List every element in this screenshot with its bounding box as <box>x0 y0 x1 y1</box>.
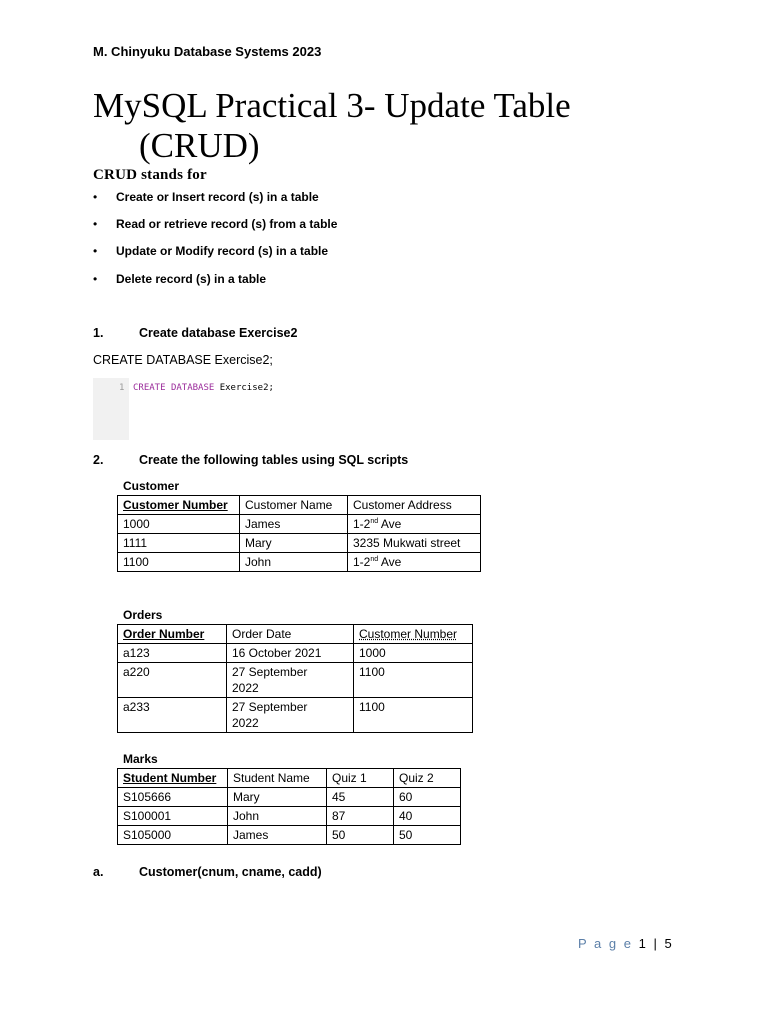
bullet-icon: • <box>93 190 98 204</box>
table-row: S105000 James 50 50 <box>118 826 461 845</box>
bullet-icon: • <box>93 244 98 258</box>
customer-table <box>117 495 481 572</box>
orders-caption: Orders <box>123 608 163 622</box>
table-row: 1100 John 1-2nd Ave <box>118 553 481 572</box>
code-line: CREATE DATABASE Exercise2; <box>133 383 274 393</box>
bullet-icon: • <box>93 217 98 231</box>
table-row: a123 16 October 2021 1000 <box>118 644 473 663</box>
header-cell: Quiz 1 <box>327 769 394 788</box>
header-cell: Quiz 2 <box>394 769 461 788</box>
bullet-icon: • <box>93 272 98 286</box>
marks-table <box>117 768 461 845</box>
header-cell: Order Number <box>118 625 227 644</box>
page-label: P a g e <box>578 936 633 951</box>
page-footer <box>578 936 674 951</box>
table-header-row <box>118 625 473 644</box>
document-header: M. Chinyuku Database Systems 2023 <box>93 44 322 59</box>
subtitle: CRUD stands for <box>93 167 207 183</box>
header-cell: Student Name <box>228 769 327 788</box>
page-title: MySQL Practical 3- Update Table (CRUD) <box>93 86 571 165</box>
page-number: 1 <box>638 936 648 951</box>
line-number: 1 <box>119 383 125 393</box>
header-cell: Order Date <box>227 625 354 644</box>
code-block <box>93 378 453 440</box>
table-row: a233 27 September 2022 1100 <box>118 698 473 733</box>
table-row: 1000 James 1-2nd Ave <box>118 515 481 534</box>
table-header-row <box>118 496 481 515</box>
table-row: 1111 Mary 3235 Mukwati street <box>118 534 481 553</box>
sql-statement: CREATE DATABASE Exercise2; <box>93 353 273 367</box>
marks-caption: Marks <box>123 752 158 766</box>
table-row: S100001 John 87 40 <box>118 807 461 826</box>
orders-table <box>117 624 473 733</box>
customer-caption: Customer <box>123 479 180 493</box>
table-header-row <box>118 769 461 788</box>
table-row: a220 27 September 2022 1100 <box>118 663 473 698</box>
header-cell: Student Number <box>118 769 228 788</box>
header-cell: Customer Number <box>354 625 473 644</box>
header-cell: Customer Address <box>348 496 481 515</box>
table-row: S105666 Mary 45 60 <box>118 788 461 807</box>
page-separator: | <box>647 936 665 951</box>
page-total: 5 <box>664 936 674 951</box>
header-cell: Customer Name <box>240 496 348 515</box>
header-cell: Customer Number <box>118 496 240 515</box>
